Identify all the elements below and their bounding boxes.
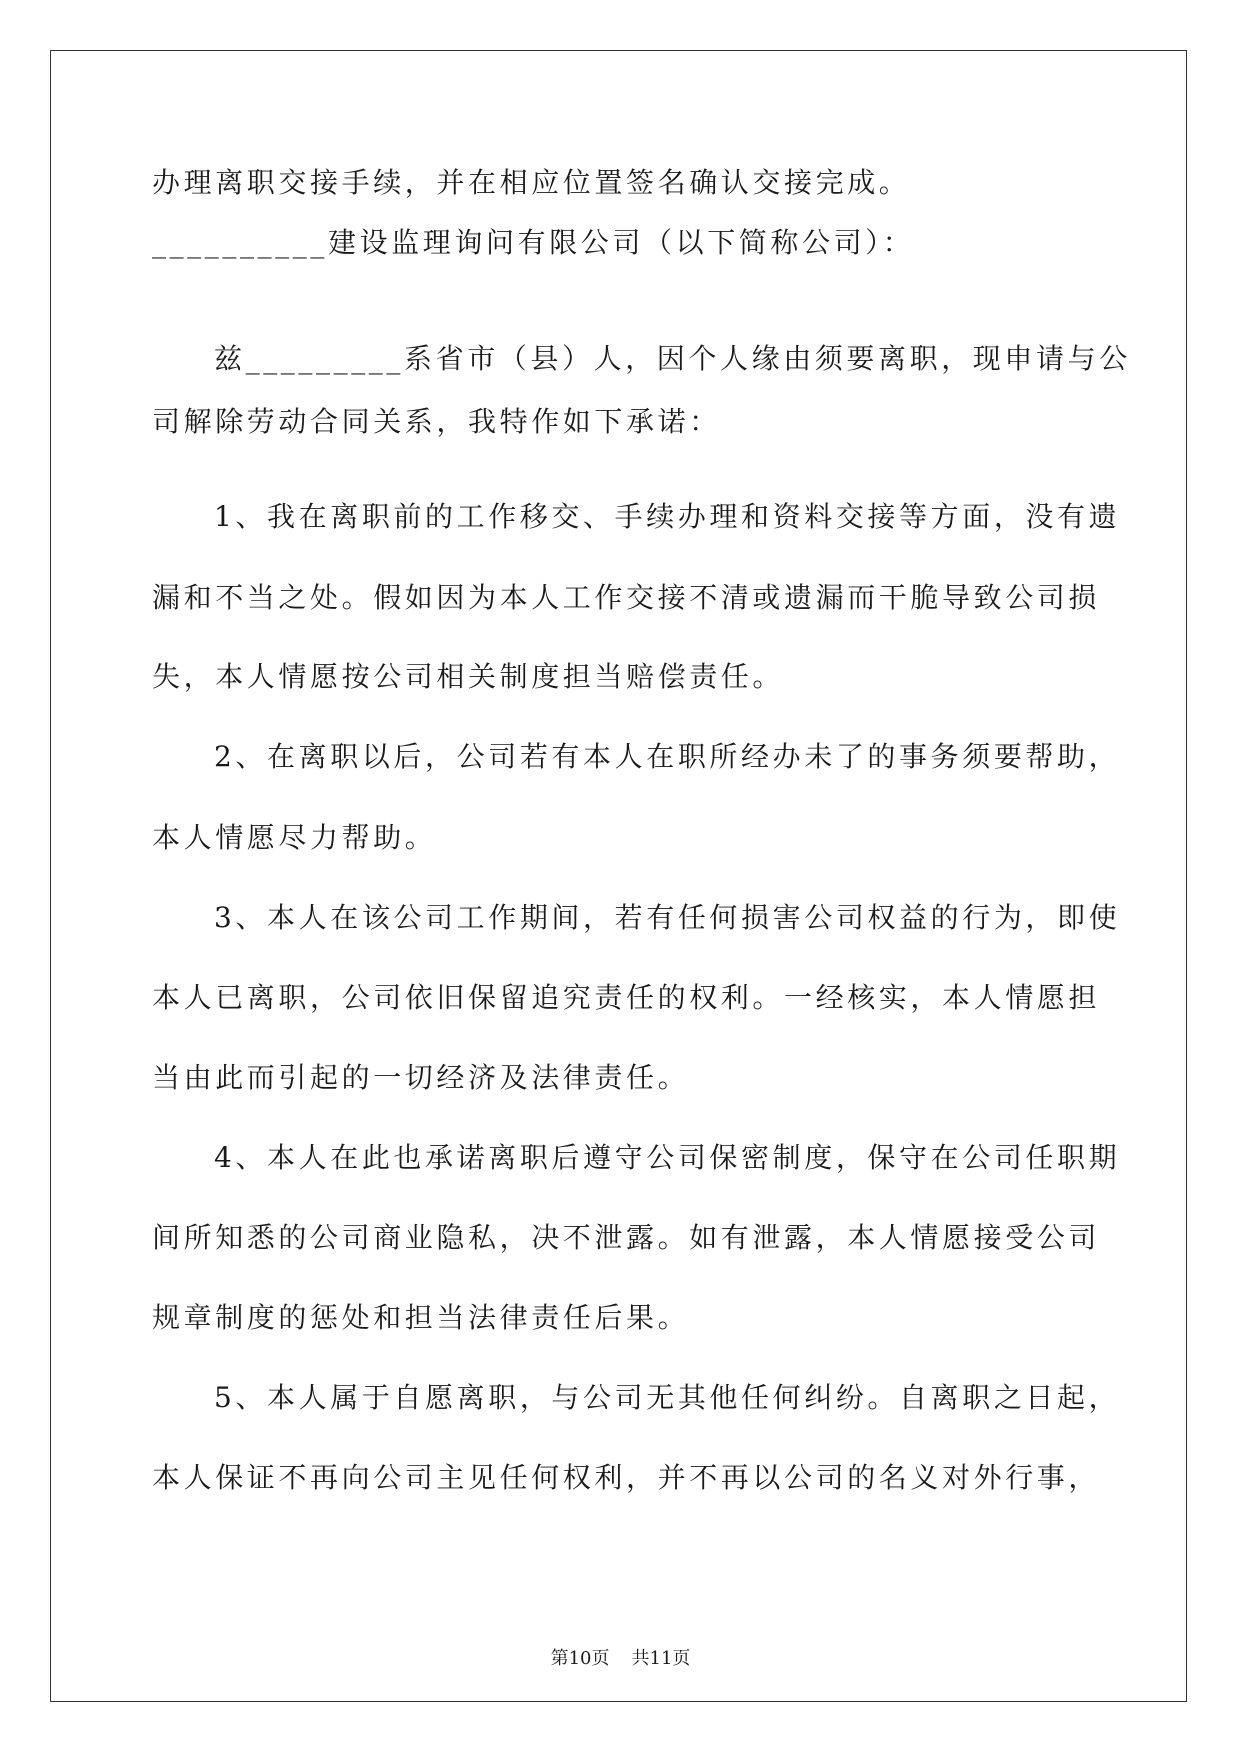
text-line: 3、本人在该公司工作期间，若有任何损害公司权益的行为，即使	[214, 901, 1121, 934]
text-line: 1、我在离职前的工作移交、手续办理和资料交接等方面，没有遗	[214, 500, 1121, 533]
text-line: 本人保证不再向公司主见任何权利，并不再以公司的名义对外行事，	[152, 1461, 1101, 1494]
text-line: 2、在离职以后，公司若有本人在职所经办未了的事务须要帮助，	[214, 740, 1121, 773]
text-line: 漏和不当之处。假如因为本人工作交接不清或遗漏而干脆导致公司损	[152, 581, 1101, 614]
page-footer	[0, 1647, 1241, 1671]
page-number: 第10页	[550, 1648, 610, 1669]
text-line: 5、本人属于自愿离职，与公司无其他任何纠纷。自离职之日起，	[214, 1381, 1121, 1414]
text-line: 办理离职交接手续，并在相应位置签名确认交接完成。	[152, 166, 911, 199]
text-line: 规章制度的惩处和担当法律责任后果。	[152, 1301, 690, 1334]
addressee-line: __________建设监理询问有限公司（以下简称公司）：	[152, 226, 915, 259]
text-line: 当由此而引起的一切经济及法律责任。	[152, 1061, 690, 1094]
text-line: 失，本人情愿按公司相关制度担当赔偿责任。	[152, 660, 785, 693]
text-line: 本人已离职，公司依旧保留追究责任的权利。一经核实，本人情愿担	[152, 981, 1101, 1014]
text-line: 4、本人在此也承诺离职后遵守公司保密制度，保守在公司任职期	[214, 1141, 1121, 1174]
text-line: 间所知悉的公司商业隐私，决不泄露。如有泄露，本人情愿接受公司	[152, 1221, 1101, 1254]
text-line: 司解除劳动合同关系，我特作如下承诺：	[152, 405, 721, 438]
text-line: 兹_________系省市（县）人，因个人缘由须要离职，现申请与公	[214, 342, 1131, 375]
page-total: 共11页	[631, 1648, 691, 1669]
page-border	[50, 50, 1187, 1702]
text-line: 本人情愿尽力帮助。	[152, 821, 437, 854]
